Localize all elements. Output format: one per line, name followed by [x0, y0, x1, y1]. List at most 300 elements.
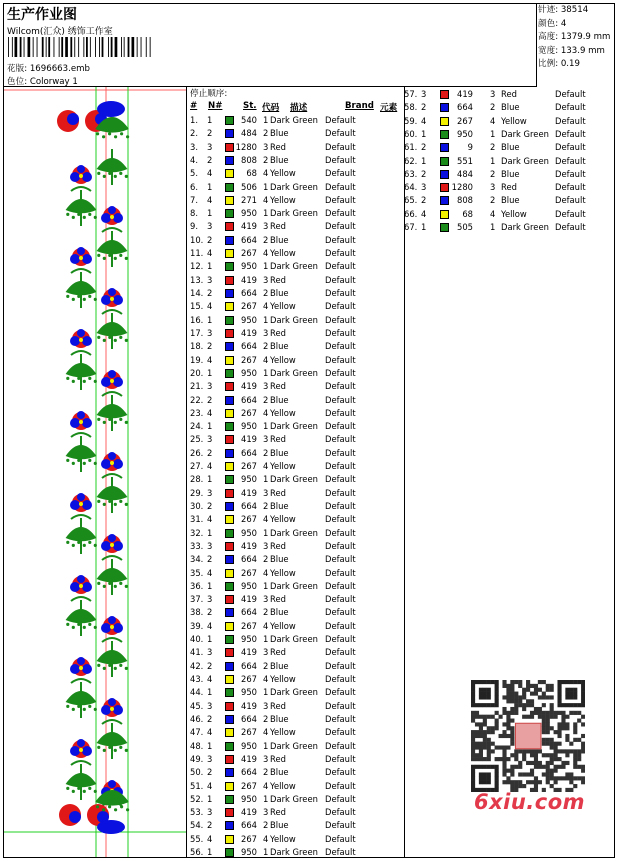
row-number: 15.	[190, 301, 204, 312]
color-swatch	[225, 835, 234, 844]
row-number: 40.	[190, 634, 204, 645]
color-swatch	[225, 688, 234, 697]
row-number: 13.	[190, 274, 204, 285]
row-brand: Default	[325, 634, 356, 645]
row-stitches: 506	[241, 181, 257, 192]
row-stitches: 419	[241, 434, 257, 445]
row-brand: Default	[555, 142, 586, 153]
row-number: 46.	[190, 713, 204, 724]
row-desc: Blue	[501, 142, 520, 153]
color-swatch	[225, 302, 234, 311]
row-stitches: 419	[241, 753, 257, 764]
color-swatch	[225, 116, 234, 125]
row-code: 2	[490, 195, 496, 206]
row-needle: 3	[207, 540, 213, 551]
row-brand: Default	[325, 500, 356, 511]
row-brand: Default	[325, 341, 356, 352]
color-swatch	[225, 622, 234, 631]
row-number: 42.	[190, 660, 204, 671]
row-brand: Default	[325, 487, 356, 498]
row-needle: 2	[207, 607, 213, 618]
row-brand: Default	[325, 221, 356, 232]
row-desc: Blue	[501, 195, 520, 206]
row-code: 4	[263, 567, 269, 578]
color-swatch	[225, 768, 234, 777]
row-code: 3	[263, 753, 269, 764]
row-stitches: 664	[241, 660, 257, 671]
row-brand: Default	[325, 820, 356, 831]
color-swatch	[225, 356, 234, 365]
row-brand: Default	[325, 128, 356, 139]
row-stitches: 505	[457, 222, 473, 233]
row-needle: 4	[207, 727, 213, 738]
row-needle: 1	[207, 421, 213, 432]
row-needle: 1	[207, 634, 213, 645]
row-desc: Blue	[270, 767, 289, 778]
row-desc: Red	[270, 807, 286, 818]
row-stitches: 950	[241, 208, 257, 219]
row-stitches: 267	[241, 461, 257, 472]
color-swatch	[225, 728, 234, 737]
row-stitches: 551	[457, 155, 473, 166]
row-brand: Default	[325, 381, 356, 392]
row-number: 18.	[190, 341, 204, 352]
row-needle: 3	[207, 274, 213, 285]
pattern-file: 1696663.emb	[29, 64, 90, 74]
row-needle: 2	[207, 128, 213, 139]
row-brand: Default	[325, 660, 356, 671]
row-desc: Red	[270, 594, 286, 605]
row-number: 9.	[190, 221, 198, 232]
row-stitches: 950	[241, 847, 257, 858]
row-number: 62.	[404, 155, 418, 166]
design-preview	[4, 87, 186, 857]
color-swatch	[225, 608, 234, 617]
row-needle: 2	[207, 713, 213, 724]
row-number: 17.	[190, 327, 204, 338]
row-desc: Yellow	[270, 727, 296, 738]
row-desc: Yellow	[501, 115, 527, 126]
row-number: 2.	[190, 128, 198, 139]
row-desc: Yellow	[270, 461, 296, 472]
row-stitches: 950	[241, 261, 257, 272]
row-brand: Default	[325, 194, 356, 205]
row-desc: Dark Green	[270, 634, 318, 645]
row-number: 55.	[190, 833, 204, 844]
row-needle: 1	[207, 474, 213, 485]
row-code: 1	[263, 740, 269, 751]
color-swatch	[225, 209, 234, 218]
row-desc: Dark Green	[270, 527, 318, 538]
color-swatch	[440, 90, 449, 99]
row-stitches: 950	[241, 793, 257, 804]
row-desc: Red	[501, 182, 517, 193]
row-desc: Red	[270, 647, 286, 658]
row-desc: Dark Green	[501, 222, 549, 233]
row-needle: 1	[207, 847, 213, 858]
row-brand: Default	[325, 740, 356, 751]
row-stitches: 484	[241, 128, 257, 139]
row-code: 4	[263, 354, 269, 365]
row-number: 33.	[190, 540, 204, 551]
row-code: 4	[263, 674, 269, 685]
row-number: 50.	[190, 767, 204, 778]
row-desc: Yellow	[270, 407, 296, 418]
row-stitches: 267	[241, 674, 257, 685]
row-number: 28.	[190, 474, 204, 485]
color-swatch	[225, 276, 234, 285]
row-needle: 4	[207, 514, 213, 525]
row-number: 4.	[190, 154, 198, 165]
row-needle: 1	[207, 527, 213, 538]
row-stitches: 68	[462, 208, 473, 219]
row-desc: Dark Green	[270, 474, 318, 485]
color-swatch	[225, 156, 234, 165]
row-number: 24.	[190, 421, 204, 432]
row-stitches: 419	[241, 647, 257, 658]
row-brand: Default	[325, 421, 356, 432]
row-brand: Default	[325, 514, 356, 525]
row-desc: Red	[270, 434, 286, 445]
row-brand: Default	[325, 474, 356, 485]
row-brand: Default	[325, 141, 356, 152]
row-number: 54.	[190, 820, 204, 831]
row-desc: Yellow	[270, 194, 296, 205]
row-code: 1	[263, 474, 269, 485]
row-needle: 4	[207, 461, 213, 472]
row-needle: 2	[207, 234, 213, 245]
row-brand: Default	[325, 713, 356, 724]
row-needle: 1	[207, 367, 213, 378]
color-swatch	[225, 236, 234, 245]
page-title: 生产作业图	[7, 7, 77, 23]
row-number: 57.	[404, 89, 418, 99]
row-stitches: 950	[241, 527, 257, 538]
stat-colors: 颜色: 4	[538, 18, 567, 29]
row-needle: 1	[421, 155, 427, 166]
row-stitches: 267	[241, 354, 257, 365]
row-stitches: 808	[457, 195, 473, 206]
row-desc: Red	[270, 221, 286, 232]
row-desc: Yellow	[270, 833, 296, 844]
stat-scale: 比例: 0.19	[538, 59, 580, 69]
row-needle: 1	[207, 580, 213, 591]
row-desc: Red	[270, 487, 286, 498]
row-code: 3	[490, 89, 496, 99]
row-brand: Default	[325, 407, 356, 418]
row-stitches: 419	[241, 700, 257, 711]
row-brand: Default	[325, 154, 356, 165]
row-code: 2	[263, 500, 269, 511]
row-stitches: 950	[241, 314, 257, 325]
row-desc: Blue	[270, 607, 289, 618]
row-desc: Blue	[270, 128, 289, 139]
row-stitches: 540	[241, 115, 257, 125]
row-code: 1	[263, 847, 269, 858]
row-brand: Default	[325, 208, 356, 219]
row-needle: 1	[207, 115, 213, 125]
row-brand: Default	[555, 128, 586, 139]
colorway-line	[7, 75, 78, 87]
row-stitches: 419	[241, 274, 257, 285]
row-needle: 3	[207, 327, 213, 338]
row-brand: Default	[325, 674, 356, 685]
row-desc: Blue	[501, 168, 520, 179]
color-swatch	[225, 755, 234, 764]
row-number: 59.	[404, 115, 418, 126]
row-needle: 4	[207, 780, 213, 791]
row-brand: Default	[555, 182, 586, 193]
row-desc: Dark Green	[501, 155, 549, 166]
row-stitches: 267	[241, 727, 257, 738]
row-number: 7.	[190, 194, 198, 205]
row-code: 4	[263, 301, 269, 312]
row-desc: Blue	[270, 500, 289, 511]
row-code: 3	[263, 647, 269, 658]
row-brand: Default	[325, 607, 356, 618]
row-number: 32.	[190, 527, 204, 538]
color-swatch	[225, 396, 234, 405]
row-brand: Default	[325, 461, 356, 472]
row-code: 1	[263, 181, 269, 192]
row-needle: 3	[421, 89, 427, 99]
row-stitches: 664	[241, 713, 257, 724]
row-needle: 3	[207, 753, 213, 764]
row-desc: Blue	[270, 713, 289, 724]
row-number: 12.	[190, 261, 204, 272]
row-desc: Blue	[270, 234, 289, 245]
row-brand: Default	[325, 314, 356, 325]
row-code: 4	[263, 168, 269, 179]
row-number: 27.	[190, 461, 204, 472]
row-stitches: 664	[241, 394, 257, 405]
row-desc: Dark Green	[270, 208, 318, 219]
company-name: Wilcom(汇众) 绣饰工作室	[7, 27, 113, 37]
row-needle: 3	[207, 434, 213, 445]
stats-divider	[536, 3, 537, 87]
row-number: 64.	[404, 182, 418, 193]
row-stitches: 664	[241, 288, 257, 299]
row-stitches: 664	[241, 234, 257, 245]
row-needle: 4	[207, 567, 213, 578]
row-code: 3	[263, 141, 269, 152]
row-needle: 4	[207, 248, 213, 259]
colorway-value: Colorway 1	[29, 77, 78, 87]
row-desc: Dark Green	[270, 314, 318, 325]
row-number: 43.	[190, 674, 204, 685]
row-brand: Default	[325, 354, 356, 365]
row-desc: Red	[270, 540, 286, 551]
row-brand: Default	[325, 394, 356, 405]
color-swatch	[225, 821, 234, 830]
row-brand: Default	[325, 447, 356, 458]
color-swatch	[225, 782, 234, 791]
row-desc: Red	[270, 700, 286, 711]
row-needle: 4	[207, 168, 213, 179]
row-number: 39.	[190, 620, 204, 631]
color-swatch	[225, 582, 234, 591]
row-stitches: 419	[241, 381, 257, 392]
row-stitches: 267	[241, 833, 257, 844]
row-number: 29.	[190, 487, 204, 498]
row-number: 65.	[404, 195, 418, 206]
row-code: 1	[263, 527, 269, 538]
color-swatch	[225, 715, 234, 724]
row-stitches: 664	[241, 500, 257, 511]
row-code: 4	[263, 620, 269, 631]
row-needle: 2	[421, 142, 427, 153]
color-swatch	[225, 595, 234, 604]
row-desc: Blue	[270, 341, 289, 352]
row-desc: Blue	[270, 660, 289, 671]
row-number: 34.	[190, 554, 204, 565]
row-code: 1	[263, 115, 269, 125]
row-code: 2	[263, 554, 269, 565]
row-stitches: 9	[467, 142, 473, 153]
row-number: 61.	[404, 142, 418, 153]
row-code: 2	[263, 154, 269, 165]
color-swatch	[225, 449, 234, 458]
row-desc: Blue	[270, 554, 289, 565]
row-needle: 3	[421, 182, 427, 193]
row-code: 2	[263, 288, 269, 299]
stat-stitches: 针迹: 38514	[538, 5, 589, 15]
row-number: 16.	[190, 314, 204, 325]
row-desc: Red	[270, 327, 286, 338]
row-code: 2	[263, 820, 269, 831]
row-needle: 1	[207, 740, 213, 751]
row-code: 3	[263, 540, 269, 551]
row-number: 37.	[190, 594, 204, 605]
row-number: 56.	[190, 847, 204, 858]
color-swatch	[225, 329, 234, 338]
row-stitches: 419	[241, 327, 257, 338]
row-number: 67.	[404, 222, 418, 233]
row-needle: 3	[207, 141, 213, 152]
row-brand: Default	[325, 780, 356, 791]
row-code: 4	[263, 780, 269, 791]
col-stitches: St.	[243, 101, 257, 111]
colorway-label: 色位:	[7, 77, 28, 87]
row-number: 45.	[190, 700, 204, 711]
color-swatch	[440, 143, 449, 152]
row-code: 4	[263, 514, 269, 525]
row-brand: Default	[325, 833, 356, 844]
row-code: 2	[490, 142, 496, 153]
row-stitches: 419	[241, 807, 257, 818]
row-number: 35.	[190, 567, 204, 578]
row-number: 22.	[190, 394, 204, 405]
row-number: 26.	[190, 447, 204, 458]
row-brand: Default	[325, 527, 356, 538]
row-code: 2	[490, 168, 496, 179]
row-brand: Default	[325, 115, 356, 125]
row-stitches: 267	[241, 567, 257, 578]
row-stitches: 950	[241, 634, 257, 645]
col-brand: Brand	[345, 101, 374, 111]
color-swatch	[225, 635, 234, 644]
row-brand: Default	[325, 301, 356, 312]
row-desc: Red	[501, 89, 517, 99]
row-brand: Default	[555, 168, 586, 179]
row-stitches: 950	[241, 580, 257, 591]
color-swatch	[225, 316, 234, 325]
row-code: 4	[263, 407, 269, 418]
row-needle: 4	[207, 194, 213, 205]
row-needle: 1	[207, 208, 213, 219]
row-desc: Red	[270, 274, 286, 285]
color-swatch	[225, 462, 234, 471]
row-code: 1	[263, 421, 269, 432]
row-brand: Default	[555, 89, 586, 99]
row-code: 3	[263, 700, 269, 711]
row-stitches: 950	[241, 740, 257, 751]
row-needle: 2	[207, 341, 213, 352]
color-swatch	[225, 515, 234, 524]
row-code: 3	[263, 381, 269, 392]
row-code: 3	[263, 434, 269, 445]
row-needle: 1	[207, 181, 213, 192]
row-number: 36.	[190, 580, 204, 591]
row-stitches: 950	[241, 367, 257, 378]
row-code: 3	[263, 221, 269, 232]
row-brand: Default	[325, 594, 356, 605]
color-swatch	[225, 529, 234, 538]
row-code: 2	[263, 713, 269, 724]
color-swatch	[225, 289, 234, 298]
row-stitches: 664	[241, 820, 257, 831]
color-swatch	[225, 555, 234, 564]
row-brand: Default	[325, 767, 356, 778]
row-desc: Blue	[270, 154, 289, 165]
col-num: #	[190, 101, 198, 111]
row-brand: Default	[325, 580, 356, 591]
row-number: 63.	[404, 168, 418, 179]
row-number: 20.	[190, 367, 204, 378]
color-swatch	[225, 502, 234, 511]
color-swatch	[225, 542, 234, 551]
color-swatch	[440, 103, 449, 112]
row-stitches: 419	[241, 221, 257, 232]
row-stitches: 267	[241, 407, 257, 418]
row-brand: Default	[325, 540, 356, 551]
color-swatch	[440, 210, 449, 219]
color-swatch	[225, 489, 234, 498]
row-code: 4	[263, 833, 269, 844]
row-code: 1	[263, 793, 269, 804]
row-needle: 3	[207, 594, 213, 605]
row-desc: Dark Green	[270, 261, 318, 272]
row-desc: Blue	[501, 102, 520, 113]
color-swatch	[225, 662, 234, 671]
row-brand: Default	[555, 195, 586, 206]
row-stitches: 267	[241, 514, 257, 525]
color-swatch	[440, 223, 449, 232]
color-swatch	[225, 422, 234, 431]
color-swatch	[225, 675, 234, 684]
row-brand: Default	[325, 181, 356, 192]
row-needle: 2	[207, 154, 213, 165]
row-stitches: 664	[241, 607, 257, 618]
row-number: 31.	[190, 514, 204, 525]
row-number: 3.	[190, 141, 198, 152]
row-brand: Default	[555, 222, 586, 233]
row-stitches: 419	[241, 594, 257, 605]
color-swatch	[225, 249, 234, 258]
row-number: 51.	[190, 780, 204, 791]
qr-code	[471, 680, 585, 792]
row-desc: Dark Green	[501, 128, 549, 139]
